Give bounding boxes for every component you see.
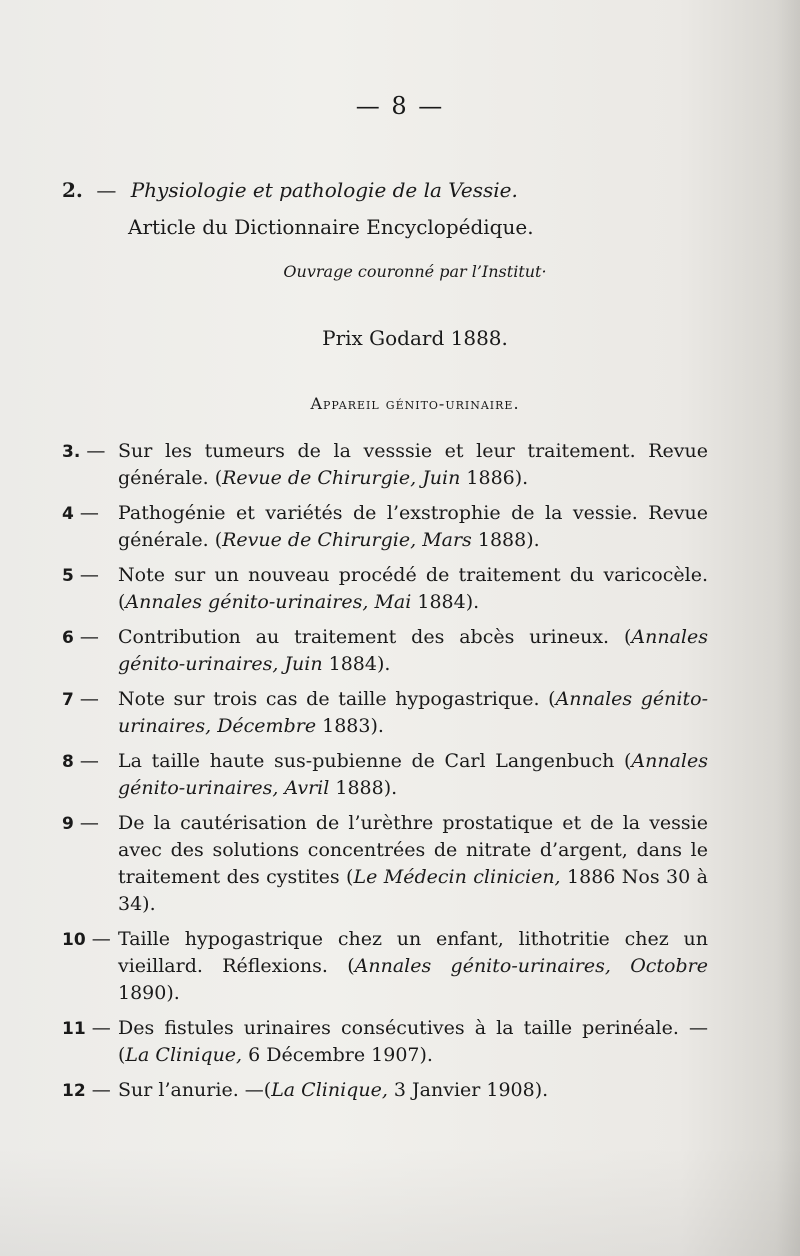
entry-reference: La Clinique, [271, 1079, 388, 1101]
entry-reference: Annales génito-urinaires, Juin [118, 626, 708, 675]
entry-number: 12 [62, 1081, 86, 1101]
entry-dash: — [91, 928, 111, 950]
entry-dash: — [86, 440, 106, 462]
entry-dash: — [91, 1079, 111, 1101]
entry-number: 5 [62, 566, 74, 586]
entry-text: Sur les tumeurs de la vesssie et leur traitement. Revue générale. ( [118, 440, 708, 489]
entry-dash: — [79, 688, 99, 710]
entry-text: Note sur trois cas de taille hypogastrique. ( [118, 688, 556, 710]
entry-year: 6 Décembre 1907). [242, 1044, 433, 1066]
list-item [62, 810, 708, 918]
entry-year: 3 Janvier 1908). [387, 1079, 549, 1101]
entry-dash: — [91, 1017, 111, 1039]
entry-reference: Revue de Chirurgie, Mars [222, 529, 472, 551]
entry-number: 10 [62, 930, 86, 950]
entry-reference: Annales génito-urinaires, Avril [118, 750, 708, 799]
list-item [62, 624, 708, 678]
entry-2 [62, 178, 518, 202]
entry-year: 1886). [460, 467, 529, 489]
entry-dash: — [79, 812, 99, 834]
entry-number: 8 [62, 752, 74, 772]
entry-year: 1886 Nos 30 à 34). [118, 866, 708, 915]
list-item [62, 1077, 708, 1104]
entry-number: 9 [62, 814, 74, 834]
award-line: Ouvrage couronné par l’Institut· [283, 262, 547, 281]
entry-year: 1890). [118, 982, 180, 1004]
page-number: — 8 — [355, 92, 445, 120]
entry-year: 1888). [471, 529, 540, 551]
entry-dash: — [79, 502, 99, 524]
entry-year: 1884). [322, 653, 391, 675]
entry-list [62, 438, 708, 1112]
entry-text: Contribution au traitement des abcès urineux. ( [118, 626, 632, 648]
entry-text: Note sur un nouveau procédé de traitement du varicocèle. ( [118, 564, 708, 613]
list-item [62, 562, 708, 616]
entry-number: 11 [62, 1019, 86, 1039]
entry-2-subtitle: Article du Dictionnaire Encyclopédique. [128, 215, 534, 239]
list-item [62, 438, 708, 492]
entry-number: 2. [62, 178, 83, 202]
entry-number: 7 [62, 690, 74, 710]
entry-reference: Annales génito-urinaires, Décembre [118, 688, 708, 737]
entry-reference: Le Médecin clinicien, [353, 866, 561, 888]
entry-dash: — [79, 626, 99, 648]
entry-reference: Annales génito-urinaires, Mai [125, 591, 412, 613]
list-item [62, 1015, 708, 1069]
list-item [62, 748, 708, 802]
entry-text: Sur l’anurie. —( [118, 1079, 272, 1101]
entry-title: Physiologie et pathologie de la Vessie. [130, 178, 518, 202]
entry-dash: — [79, 564, 99, 586]
entry-number: 4 [62, 504, 74, 524]
entry-reference: La Clinique, [125, 1044, 243, 1066]
entry-text: Des fistules urinaires consécutives à la taille perinéale. — ( [118, 1017, 708, 1066]
entry-dash: — [96, 178, 117, 202]
list-item [62, 926, 708, 1007]
entry-dash: — [79, 750, 99, 772]
entry-year: 1883). [316, 715, 384, 737]
entry-text: De la cautérisation de l’urèthre prostatique et de la vessie avec des solutions concentrées de nitrate d’argent, dans le traitement des cystites ( [118, 812, 708, 888]
entry-number: 3. [62, 442, 81, 462]
entry-text: Taille hypogastrique chez un enfant, lithotritie chez un vieillard. Réflexions. ( [118, 928, 708, 977]
entry-year: 1888). [329, 777, 398, 799]
list-item [62, 686, 708, 740]
entry-reference: Revue de Chirurgie, Juin [222, 467, 461, 489]
prize-line: Prix Godard 1888. [322, 326, 508, 350]
section-title: Appareil génito-urinaire. [310, 394, 520, 413]
entry-number: 6 [62, 628, 74, 648]
entry-text: Pathogénie et variétés de l’exstrophie de la vessie. Revue générale. ( [118, 502, 708, 551]
entry-text: La taille haute sus-pubienne de Carl Langenbuch ( [118, 750, 632, 772]
entry-reference: Annales génito-urinaires, Octobre [354, 955, 708, 977]
entry-year: 1884). [411, 591, 480, 613]
page-shadow [0, 1146, 800, 1256]
list-item [62, 500, 708, 554]
